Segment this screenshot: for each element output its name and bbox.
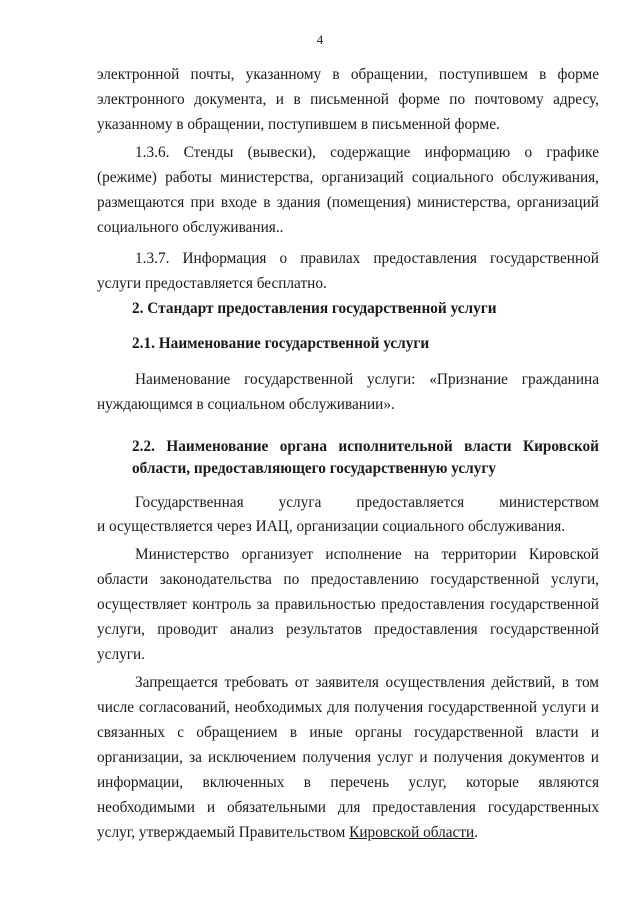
- heading-2-2: 2.2. Наименование органа исполнительной власти Кировской области, предоставляющего государственную услугу: [132, 438, 599, 477]
- heading-section-2: 2. Стандарт предоставления государственной услуги: [132, 300, 497, 317]
- page-number: 4: [316, 32, 324, 47]
- paragraph-1-3-6-stands: 1.3.6. Стенды (вывески), содержащие информацию о графике (режиме) работы министерства, организаций социального обслуживания, размещаются при входе в здания (помещения) министерства, организаций социального обслуживания..: [97, 144, 599, 236]
- paragraph-email-delivery: электронной почты, указанному в обращении, поступившем в форме электронного документа, и в письменной форме по почтовому адресу, указанному в обращении, поступившем в письменной форме.: [97, 66, 599, 133]
- paragraph-service-name: Наименование государственной услуги: «Признание гражданина нуждающимся в социальном обслуживании».: [97, 371, 599, 413]
- prohibition-region-underlined: Кировской области: [349, 824, 475, 841]
- paragraph-prohibition: [97, 670, 599, 845]
- prohibition-end: .: [474, 824, 479, 841]
- paragraph-service-provider-line2: и осуществляется через ИАЦ, организации социального обслуживания.: [97, 518, 566, 535]
- heading-2-1: 2.1. Наименование государственной услуги: [132, 335, 430, 352]
- paragraph-ministry-organizes: Министерство организует исполнение на территории Кировской области законодательства по предоставлению государственной услуги, осуществляет контроль за правильностью предоставления государственной услуги, проводит анализ результатов предоставления государственной услуги.: [97, 546, 599, 663]
- paragraph-1-3-7-free-info: 1.3.7. Информация о правилах предоставления государственной услуги предоставляется бесплатно.: [97, 250, 599, 292]
- paragraph-service-provider-line1: Государственная услуга предоставляется министерством: [135, 494, 599, 511]
- prohibition-text: Запрещается требовать от заявителя осуществления действий, в том числе согласований, необходимых для получения государственной услуги и связанных с обращением в иные органы государственной власти и организации, за исключением получения услуг и получения документов и информации, включенных в перечень услуг, которые являются необходимыми и обязательными для предоставления государственных услуг, утверждаемый Правительством: [97, 674, 599, 841]
